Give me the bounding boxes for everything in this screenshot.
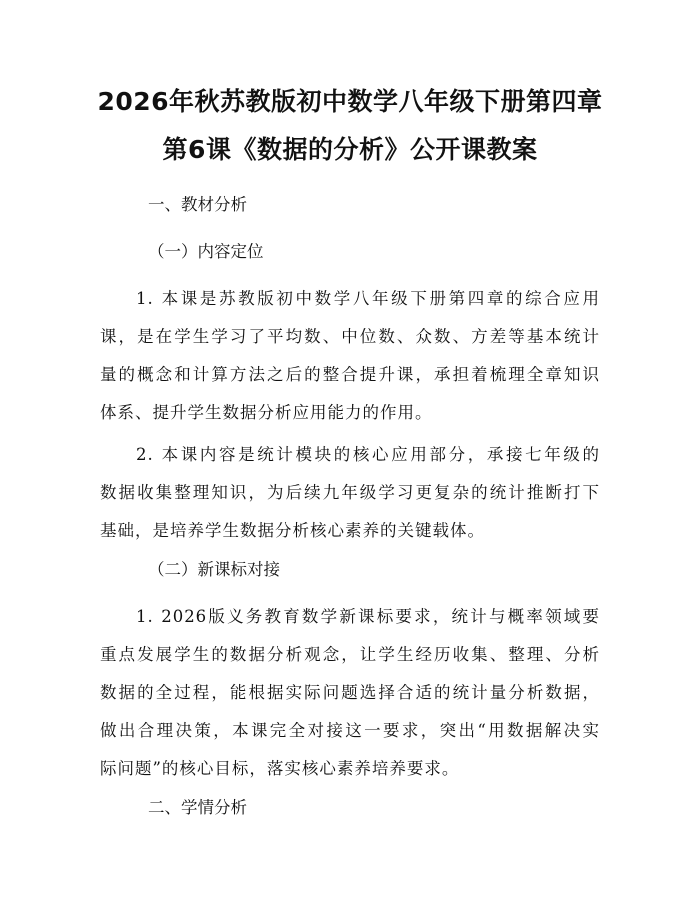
paragraph-2 xyxy=(100,436,600,550)
paragraph-3 xyxy=(100,598,600,788)
paragraph-3-line: 数据的全过程，能根据实际问题选择合适的统计量分析数据， xyxy=(100,683,600,702)
paragraph-3-line: 际问题”的核心目标，落实核心素养培养要求。 xyxy=(100,759,460,778)
document-title-line-2: 第6课《数据的分析》公开课教案 xyxy=(162,135,538,164)
paragraph-2-line: 基础，是培养学生数据分析核心素养的关键载体。 xyxy=(100,521,485,540)
paragraph-1-line: 量的概念和计算方法之后的整合提升课，承担着梳理全章知识 xyxy=(100,365,600,384)
section-heading-student-analysis: 二、学情分析 xyxy=(148,798,247,817)
paragraph-3-line: 1. 2026版义务教育数学新课标要求，统计与概率领域要 xyxy=(136,607,600,626)
paragraph-2-line: 数据收集整理知识，为后续九年级学习更复杂的统计推断打下 xyxy=(100,483,600,502)
paragraph-1 xyxy=(100,280,600,432)
paragraph-3-line: 做出合理决策，本课完全对接这一要求，突出“用数据解决实 xyxy=(100,721,600,740)
paragraph-3-line: 重点发展学生的数据分析观念，让学生经历收集、整理、分析 xyxy=(100,645,600,664)
section-heading-textbook-analysis: 一、教材分析 xyxy=(148,195,247,214)
paragraph-1-line: 课，是在学生学习了平均数、中位数、众数、方差等基本统计 xyxy=(100,327,600,346)
subsection-heading-new-curriculum: （二）新课标对接 xyxy=(148,560,280,579)
paragraph-2-line: 2. 本课内容是统计模块的核心应用部分，承接七年级的 xyxy=(136,445,600,464)
document-title-line-1: 2026年秋苏教版初中数学八年级下册第四章 xyxy=(97,87,603,116)
paragraph-1-line: 体系、提升学生数据分析应用能力的作用。 xyxy=(100,403,433,422)
subsection-heading-content-positioning: （一）内容定位 xyxy=(148,242,264,261)
paragraph-1-line: 1. 本课是苏教版初中数学八年级下册第四章的综合应用 xyxy=(136,289,600,308)
